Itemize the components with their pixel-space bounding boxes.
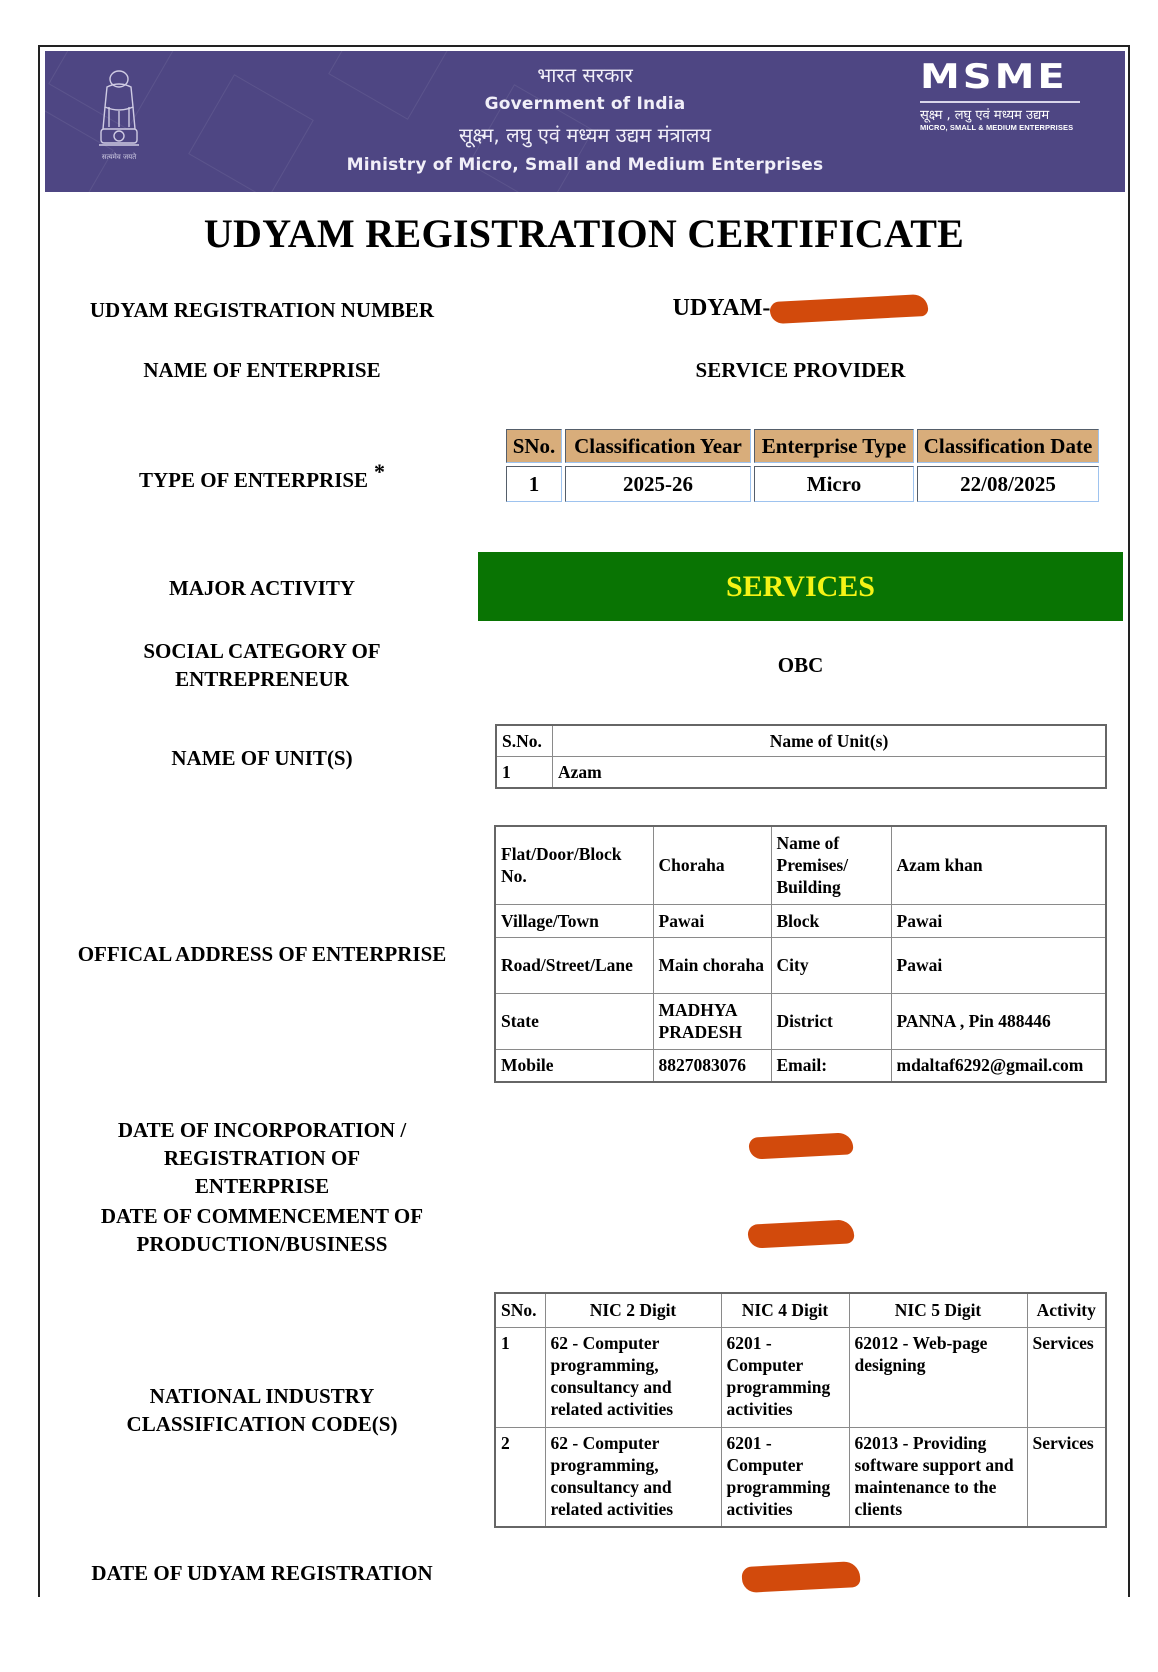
units-label: NAME OF UNIT(S) <box>171 746 353 770</box>
table-cell: Services <box>1027 1427 1106 1527</box>
column-header: NIC 4 Digit <box>721 1293 849 1327</box>
field-label: Road/Street/Lane <box>495 937 653 993</box>
field-label: Block <box>771 904 891 937</box>
table-row <box>496 757 1106 789</box>
field-value: MADHYA PRADESH <box>653 993 771 1049</box>
table-row <box>495 1327 1106 1427</box>
required-asterisk: * <box>374 459 386 484</box>
banner-english-government: Government of India <box>484 94 686 114</box>
column-header: Classification Date <box>917 429 1099 463</box>
incorporation-date-label: DATE OF INCORPORATION / REGISTRATION OF ENTERPRISE <box>117 1118 407 1198</box>
table-cell: 2025-26 <box>565 466 751 502</box>
msme-logo <box>920 59 1092 132</box>
field-label: City <box>771 937 891 993</box>
registration-number-prefix: UDYAM- <box>672 295 771 321</box>
table-row <box>495 1049 1106 1082</box>
table-cell: 62013 - Providing software support and maintenance to the clients <box>849 1427 1027 1527</box>
msme-logo-divider <box>920 101 1080 103</box>
table-cell: 1 <box>506 466 562 502</box>
enterprise-type-label <box>56 459 468 494</box>
table-cell: 62012 - Web-page designing <box>849 1327 1027 1427</box>
banner-english-ministry: Ministry of Micro, Small and Medium Enterprises <box>346 155 824 175</box>
table-cell: 6201 - Computer programming activities <box>721 1427 849 1527</box>
banner-hindi-government: भारत सरकार <box>537 63 633 87</box>
field-label: Mobile <box>495 1049 653 1082</box>
address-label: OFFICAL ADDRESS OF ENTERPRISE <box>77 942 447 966</box>
enterprise-name-label: NAME OF ENTERPRISE <box>143 358 381 382</box>
field-value: Pawai <box>891 904 1106 937</box>
field-value: mdaltaf6292@gmail.com <box>891 1049 1106 1082</box>
column-header: SNo. <box>495 1293 545 1327</box>
incorporation-date-value <box>478 1130 1123 1158</box>
field-label: Email: <box>771 1049 891 1082</box>
table-cell: Azam <box>553 757 1107 789</box>
field-label: Flat/Door/Block No. <box>495 826 653 904</box>
field-label: District <box>771 993 891 1049</box>
column-header: Classification Year <box>565 429 751 463</box>
msme-logo-english: MICRO, SMALL & MEDIUM ENTERPRISES <box>920 123 1074 132</box>
redaction-mark <box>770 294 929 324</box>
udyam-registration-date-label: DATE OF UDYAM REGISTRATION <box>91 1561 433 1585</box>
social-category-value: OBC <box>777 653 824 677</box>
msme-logo-hindi: सूक्ष्म , लघु एवं मध्यम उद्यम <box>920 108 1050 123</box>
field-value: Pawai <box>653 904 771 937</box>
registration-number-label: UDYAM REGISTRATION NUMBER <box>89 298 435 322</box>
table-cell: 2 <box>495 1427 545 1527</box>
field-value: Azam khan <box>891 826 1106 904</box>
column-header: NIC 2 Digit <box>545 1293 721 1327</box>
table-cell: 6201 - Computer programming activities <box>721 1327 849 1427</box>
table-row <box>495 937 1106 993</box>
field-label: Village/Town <box>495 904 653 937</box>
nic-label: NATIONAL INDUSTRY CLASSIFICATION CODE(S) <box>126 1384 398 1436</box>
field-value: PANNA , Pin 488446 <box>891 993 1106 1049</box>
enterprise-name-value: SERVICE PROVIDER <box>695 358 906 382</box>
table-cell: 1 <box>496 757 553 789</box>
address-table <box>494 825 1107 1083</box>
commencement-date-value <box>478 1218 1123 1246</box>
table-cell: 22/08/2025 <box>917 466 1099 502</box>
redaction-mark <box>748 1132 853 1159</box>
redaction-mark <box>741 1561 860 1593</box>
table-cell: Micro <box>754 466 914 502</box>
table-row <box>506 466 1099 502</box>
field-value: Choraha <box>653 826 771 904</box>
column-header: S.No. <box>496 725 553 757</box>
table-row <box>495 904 1106 937</box>
field-value: Pawai <box>891 937 1106 993</box>
udyam-registration-date-value <box>478 1561 1123 1590</box>
table-cell: 1 <box>495 1327 545 1427</box>
major-activity-value: SERVICES <box>725 569 875 603</box>
table-header-row <box>506 429 1099 463</box>
certificate-title: UDYAM REGISTRATION CERTIFICATE <box>203 211 965 256</box>
major-activity-label: MAJOR ACTIVITY <box>168 576 356 600</box>
column-header: Activity <box>1027 1293 1106 1327</box>
table-row <box>495 826 1106 904</box>
registration-number-value <box>478 294 1123 322</box>
redaction-mark <box>747 1219 854 1249</box>
table-cell: Services <box>1027 1327 1106 1427</box>
nic-table <box>494 1292 1107 1528</box>
table-cell: 62 - Computer programming, consultancy and related activities <box>545 1427 721 1527</box>
msme-logo-mark: MSME <box>920 57 1068 97</box>
column-header: SNo. <box>506 429 562 463</box>
column-header: Name of Unit(s) <box>553 725 1107 757</box>
field-label: State <box>495 993 653 1049</box>
column-header: Enterprise Type <box>754 429 914 463</box>
field-label: Name of Premises/ Building <box>771 826 891 904</box>
svg-text:सत्यमेव जयते: सत्यमेव जयते <box>101 153 137 161</box>
enterprise-type-table <box>503 426 1102 505</box>
table-cell: 62 - Computer programming, consultancy and related activities <box>545 1327 721 1427</box>
social-category-label: SOCIAL CATEGORY OF ENTREPRENEUR <box>143 639 381 691</box>
major-activity-banner <box>478 552 1123 621</box>
table-header-row <box>495 1293 1106 1327</box>
government-banner <box>45 51 1125 192</box>
column-header: NIC 5 Digit <box>849 1293 1027 1327</box>
field-value: Main choraha <box>653 937 771 993</box>
table-row <box>495 1427 1106 1527</box>
table-row <box>495 993 1106 1049</box>
enterprise-type-label-text: TYPE OF ENTERPRISE <box>138 468 369 492</box>
banner-hindi-ministry: सूक्ष्म, लघु एवं मध्यम उद्यम मंत्रालय <box>459 123 711 147</box>
field-value: 8827083076 <box>653 1049 771 1082</box>
commencement-date-label: DATE OF COMMENCEMENT OF PRODUCTION/BUSINESS <box>100 1204 424 1256</box>
table-header-row <box>496 725 1106 757</box>
units-table <box>495 724 1107 789</box>
